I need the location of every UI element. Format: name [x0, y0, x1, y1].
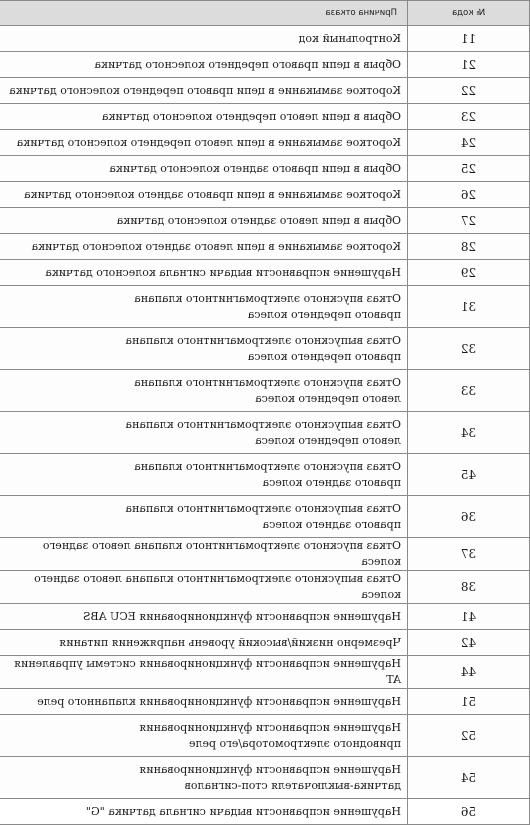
fault-cause-cell	[0, 757, 408, 799]
fault-cause-cell	[0, 412, 408, 454]
fault-cause-line: Нарушение исправности функционирования ECU ABS	[83, 609, 401, 623]
table-row	[0, 130, 530, 156]
fault-cause-cell	[0, 689, 408, 715]
fault-cause-line: Отказ выпускного электромагнитного клапана	[125, 417, 401, 431]
fault-cause-line: Нарушение исправности выдачи сигнала колесного датчика	[45, 265, 401, 279]
fault-code-cell: 27	[408, 208, 530, 234]
fault-cause-cell	[0, 630, 408, 656]
fault-cause-cell	[0, 328, 408, 370]
fault-code-cell: 45	[408, 454, 530, 496]
fault-code-cell: 11	[408, 26, 530, 52]
fault-cause-cell	[0, 454, 408, 496]
fault-cause-line-2: левого переднего колеса	[255, 433, 401, 447]
table-row	[0, 260, 530, 286]
fault-cause-cell	[0, 604, 408, 630]
table-row	[0, 454, 530, 496]
fault-cause-cell	[0, 52, 408, 78]
table-row	[0, 656, 530, 689]
fault-code-cell: 56	[408, 799, 530, 825]
table-row	[0, 182, 530, 208]
code-column-header: № кода	[408, 1, 530, 26]
table-row	[0, 328, 530, 370]
fault-cause-line: Короткое замыкание в цепи правого переднего колесного датчика	[9, 83, 401, 97]
fault-cause-cell	[0, 104, 408, 130]
fault-cause-cell	[0, 715, 408, 757]
table-row	[0, 630, 530, 656]
fault-cause-cell	[0, 26, 408, 52]
fault-code-cell: 51	[408, 689, 530, 715]
fault-cause-line-2: правого переднего колеса	[247, 349, 401, 363]
fault-code-cell: 26	[408, 182, 530, 208]
table-row	[0, 286, 530, 328]
table-row	[0, 234, 530, 260]
fault-code-cell: 42	[408, 630, 530, 656]
fault-code-cell: 44	[408, 656, 530, 689]
table-row	[0, 104, 530, 130]
fault-cause-cell	[0, 496, 408, 538]
fault-cause-line: Короткое замыкание в цепи левого переднего колесного датчика	[16, 135, 401, 149]
fault-cause-cell	[0, 234, 408, 260]
fault-cause-cell	[0, 656, 408, 689]
fault-code-cell: 29	[408, 260, 530, 286]
fault-cause-cell	[0, 799, 408, 825]
table-row	[0, 52, 530, 78]
fault-cause-line: Короткое замыкание в цепи правого заднего колесного датчика	[24, 187, 401, 201]
table-row	[0, 26, 530, 52]
fault-cause-line: Нарушение исправности функционирования системы управления AT	[14, 657, 401, 686]
fault-cause-line-2: приводного электромотора/его реле	[188, 736, 401, 750]
table-row	[0, 715, 530, 757]
fault-code-cell: 23	[408, 104, 530, 130]
table-row	[0, 571, 530, 604]
fault-code-cell: 31	[408, 286, 530, 328]
fault-code-cell: 52	[408, 715, 530, 757]
fault-code-cell: 25	[408, 156, 530, 182]
table-row	[0, 412, 530, 454]
fault-code-cell: 41	[408, 604, 530, 630]
fault-code-cell: 34	[408, 412, 530, 454]
fault-cause-line-2: правого переднего колеса	[247, 307, 401, 321]
fault-code-cell: 24	[408, 130, 530, 156]
fault-cause-cell	[0, 286, 408, 328]
fault-cause-line-2: правого заднего колеса	[262, 517, 401, 531]
fault-code-cell: 37	[408, 538, 530, 571]
fault-code-cell: 54	[408, 757, 530, 799]
fault-cause-line-2: правого заднего колеса	[262, 475, 401, 489]
fault-cause-line: Чрезмерно низкий/высокий уровень напряжения питания	[59, 635, 401, 649]
table-body	[0, 26, 530, 825]
cause-column-header: Причина отказа	[0, 1, 408, 26]
fault-cause-line: Короткое замыкание в цепи левого заднего колесного датчика	[31, 239, 401, 253]
fault-code-cell: 33	[408, 370, 530, 412]
fault-cause-line: Отказ выпускного электромагнитного клапана левого заднего колеса	[34, 572, 401, 601]
fault-cause-line: Нарушение исправности функционирования	[139, 720, 401, 734]
fault-cause-line: Нарушение исправности функционирования клапанного реле	[37, 694, 401, 708]
table-row	[0, 156, 530, 182]
fault-cause-cell	[0, 208, 408, 234]
fault-cause-line: Контрольный код	[298, 31, 401, 45]
fault-cause-cell	[0, 260, 408, 286]
table-row	[0, 370, 530, 412]
fault-cause-line: Нарушение исправности функционирования	[139, 762, 401, 776]
table-row	[0, 538, 530, 571]
fault-cause-line: Обрыв в цепи правого переднего колесного датчика	[94, 57, 401, 71]
fault-code-cell: 36	[408, 496, 530, 538]
fault-code-cell: 38	[408, 571, 530, 604]
table-row	[0, 689, 530, 715]
table-row	[0, 78, 530, 104]
fault-code-cell: 32	[408, 328, 530, 370]
fault-cause-cell	[0, 156, 408, 182]
fault-cause-line: Обрыв в цепи правого заднего колесного датчика	[109, 161, 401, 175]
table-header-row	[0, 1, 530, 26]
fault-cause-line: Обрыв в цепи левого заднего колесного датчика	[116, 213, 401, 227]
fault-cause-line: Отказ впускного электромагнитного клапана левого заднего колеса	[42, 539, 401, 568]
fault-cause-line: Отказ впускного электромагнитного клапана	[134, 459, 401, 473]
fault-cause-cell	[0, 571, 408, 604]
fault-cause-line: Обрыв в цепи левого переднего колесного датчика	[101, 109, 401, 123]
table-row	[0, 799, 530, 825]
fault-cause-line: Нарушение исправности выдачи сигнала датчика "G"	[85, 804, 401, 818]
table-row	[0, 604, 530, 630]
fault-cause-cell	[0, 370, 408, 412]
fault-cause-cell	[0, 182, 408, 208]
table-row	[0, 496, 530, 538]
fault-cause-line-2: левого переднего колеса	[255, 391, 401, 405]
fault-cause-line: Отказ впускного электромагнитного клапана	[134, 291, 401, 305]
table-row	[0, 208, 530, 234]
fault-code-cell: 22	[408, 78, 530, 104]
fault-cause-line: Отказ выпускного электромагнитного клапана	[125, 333, 401, 347]
fault-code-cell: 21	[408, 52, 530, 78]
fault-cause-line: Отказ впускного электромагнитного клапана	[134, 375, 401, 389]
fault-cause-line-2: датчика-выключателя стоп-сигналов	[184, 778, 401, 792]
fault-code-cell: 28	[408, 234, 530, 260]
fault-cause-cell	[0, 538, 408, 571]
fault-cause-cell	[0, 78, 408, 104]
fault-cause-cell	[0, 130, 408, 156]
fault-cause-line: Отказ выпускного электромагнитного клапана	[125, 501, 401, 515]
table-row	[0, 757, 530, 799]
